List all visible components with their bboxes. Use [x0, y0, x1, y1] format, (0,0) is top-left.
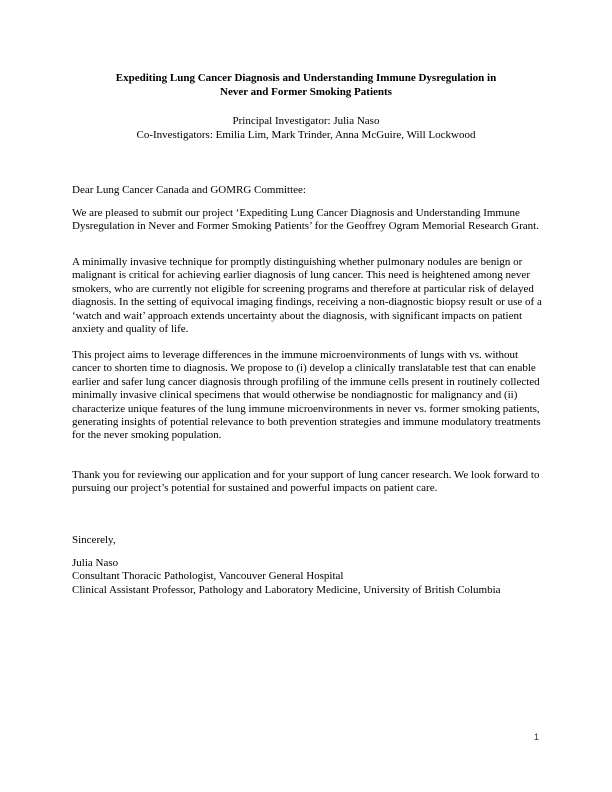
title-line-2: Never and Former Smoking Patients [220, 85, 392, 98]
signature-name: Julia Naso [72, 557, 119, 569]
title-line-1: Expediting Lung Cancer Diagnosis and Understanding Immune Dysregulation in [115, 72, 497, 84]
paragraph-text: Thank you for reviewing our application and for your support of lung cancer research. We look forward to pursuing our project’s potential for sustained and powerful impacts on patient care. [72, 469, 540, 495]
signature-title-1: Consultant Thoracic Pathologist, Vancouver General Hospital [72, 570, 344, 583]
signature-block [72, 557, 544, 597]
signature-title-2: Clinical Assistant Professor, Pathology and Laboratory Medicine, University of British Columbia [72, 583, 501, 596]
closing-text: Sincerely, [72, 534, 116, 546]
closing [72, 534, 544, 547]
paragraph-text: We are pleased to submit our project ‘Expediting Lung Cancer Diagnosis and Understanding Immune Dysregulation in Never and Former Smoking Patients’ for the Geoffrey Ogram Memorial Research Grant. [72, 207, 539, 233]
paragraph-need [72, 256, 544, 336]
investigators-block [60, 115, 552, 142]
document-title [60, 72, 552, 99]
paragraph-thanks [72, 469, 544, 496]
salutation-text: Dear Lung Cancer Canada and GOMRG Committee: [72, 184, 306, 196]
page-number: 1 [534, 732, 540, 742]
paragraph-text: This project aims to leverage differences in the immune microenvironments of lungs with vs. without cancer to shorten time to diagnosis. We propose to (i) develop a clinically translatable test that can enable earlier and safer lung cancer diagnosis through profiling of the immune cells present in routinely collected minimally invasive clinical specimens that would otherwise be nondiagnostic for malignancy and (ii) characterize unique features of the lung immune microenvironments in never vs. former smoking patients, generating insights of potential relevance to both prevention strategies and immune modulatory treatments for the never smoking population. [72, 349, 541, 442]
paragraph-intro [72, 207, 544, 234]
paragraph-aims [72, 349, 544, 443]
salutation [72, 184, 544, 197]
principal-investigator: Principal Investigator: Julia Naso [232, 115, 380, 127]
paragraph-text: A minimally invasive technique for promptly distinguishing whether pulmonary nodules are benign or malignant is critical for achieving earlier diagnosis of lung cancer. This need is heightened among never smokers, who are currently not eligible for screening programs and therefore at particular risk of delayed diagnosis. In the setting of equivocal imaging findings, receiving a non-diagnostic biopsy result or use of a ‘watch and wait’ approach extends uncertainty about the diagnosis, with significant impacts on patient anxiety and quality of life. [72, 256, 542, 336]
co-investigators: Co-Investigators: Emilia Lim, Mark Trinder, Anna McGuire, Will Lockwood [136, 128, 476, 141]
